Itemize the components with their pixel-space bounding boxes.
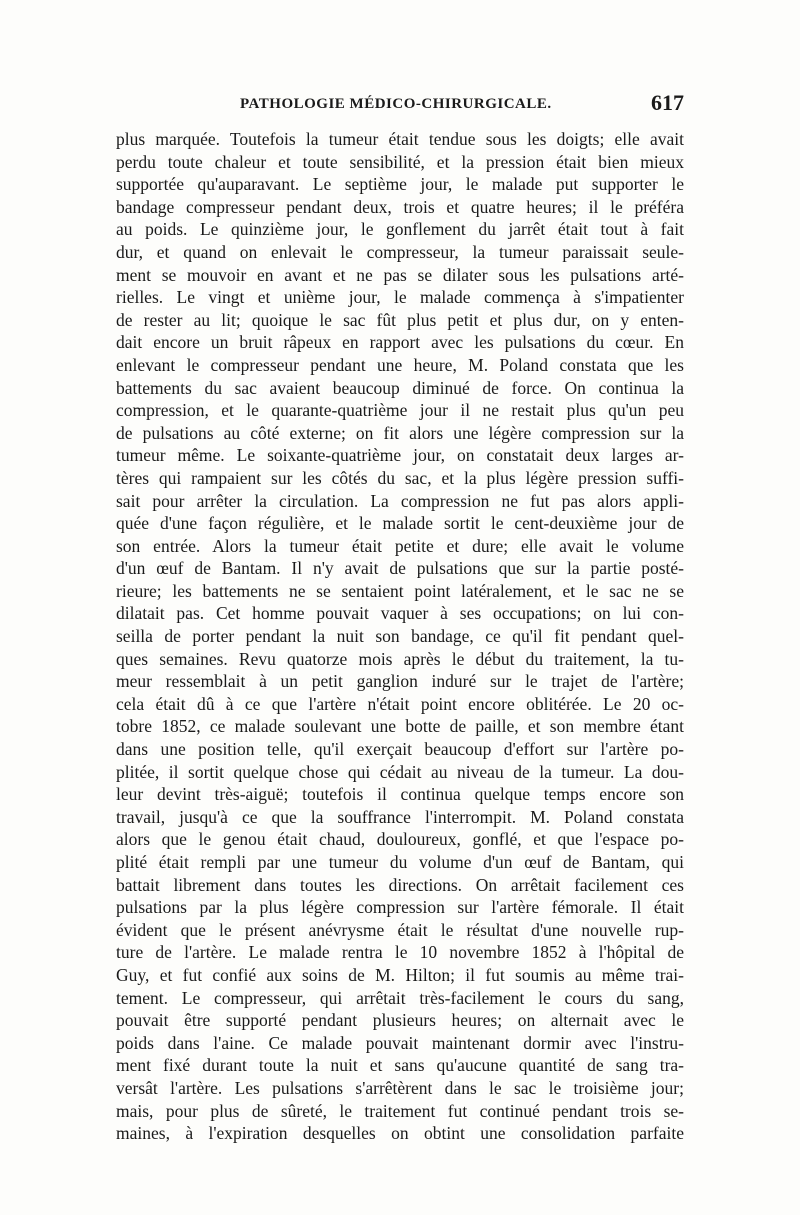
text-line: plité était rempli par une tumeur du volume d'un œuf de Bantam, qui [116, 852, 684, 872]
text-line: dait encore un bruit râpeux en rapport avec les pulsations du cœur. En [116, 332, 684, 353]
text-line: dur, et quand on enlevait le compresseur, la tumeur paraissait seule- [116, 241, 684, 262]
text-line: battements du sac avaient beaucoup diminué de force. On continua la [116, 377, 684, 398]
text-line: tobre 1852, ce malade soulevant une botte de paille, et son membre étant [116, 716, 684, 737]
text-line: travail, jusqu'à ce que la souffrance l'interrompit. M. Poland constata [116, 806, 684, 827]
text-line: pulsations par la plus légère compression sur l'artère fémorale. Il était [116, 897, 684, 918]
text-line: tères qui rampaient sur les côtés du sac, et la plus légère pression suffi- [116, 467, 684, 488]
text-line: dans une position telle, qu'il exerçait beaucoup d'effort sur l'artère po- [116, 739, 684, 760]
text-line: meur ressemblait à un petit ganglion induré sur le trajet de l'artère; [116, 671, 684, 692]
text-line: leur devint très-aiguë; toutefois il continua quelque temps encore son [116, 784, 684, 805]
text-line: pouvait être supporté pendant plusieurs heures; on alternait avec le [116, 1010, 684, 1031]
text-line: bandage compresseur pendant deux, trois et quatre heures; il le préféra [116, 196, 684, 217]
text-line: dilatait pas. Cet homme pouvait vaquer à ses occupations; on lui con- [116, 603, 684, 624]
text-line: battait librement dans toutes les directions. On arrêtait facilement ces [116, 874, 684, 895]
text-line: plus marquée. Toutefois la tumeur était tendue sous les doigts; elle avait [116, 129, 684, 149]
text-line: ment se mouvoir en avant et ne pas se dilater sous les pulsations arté- [116, 264, 684, 285]
text-line: rieure; les battements ne se sentaient point latéralement, et le sac ne se [116, 580, 684, 601]
text-line: ques semaines. Revu quatorze mois après le début du traitement, la tu- [116, 648, 684, 669]
running-title: PATHOLOGIE MÉDICO-CHIRURGICALE. [240, 96, 552, 112]
text-line: enlevant le compresseur pendant une heure, M. Poland constata que les [116, 354, 684, 375]
running-head [116, 90, 684, 120]
text-line: compression, et le quarante-quatrième jour il ne restait plus qu'un peu [116, 400, 684, 421]
text-line: quée d'une façon régulière, et le malade sortit le cent-deuxième jour de [116, 513, 684, 534]
text-line: ture de l'artère. Le malade rentra le 10 novembre 1852 à l'hôpital de [116, 942, 684, 963]
text-line: mais, pour plus de sûreté, le traitement fut continué pendant trois se- [116, 1100, 684, 1121]
text-line: de pulsations au côté externe; on fit alors une légère compression sur la [116, 422, 684, 443]
body-text [116, 128, 684, 1145]
text-line: son entrée. Alors la tumeur était petite et dure; elle avait le volume [116, 535, 684, 556]
text-line: sait pour arrêter la circulation. La compression ne fut pas alors appli- [116, 490, 684, 511]
text-line: supportée qu'auparavant. Le septième jour, le malade put supporter le [116, 174, 684, 195]
text-line: cela était dû à ce que l'artère n'était point encore oblitérée. Le 20 oc- [116, 693, 684, 714]
text-line: seilla de porter pendant la nuit son bandage, ce qu'il fit pendant quel- [116, 626, 684, 647]
text-line: plitée, il sortit quelque chose qui cédait au niveau de la tumeur. La dou- [116, 761, 684, 782]
text-line: au poids. Le quinzième jour, le gonflement du jarrêt était tout à fait [116, 219, 684, 240]
text-line: tumeur même. Le soixante-quatrième jour, on constatait deux larges ar- [116, 445, 684, 466]
text-line: tement. Le compresseur, qui arrêtait très-facilement le cours du sang, [116, 987, 684, 1008]
text-line: d'un œuf de Bantam. Il n'y avait de pulsations que sur la partie posté- [116, 558, 684, 579]
text-line: rielles. Le vingt et unième jour, le malade commença à s'impatienter [116, 287, 684, 308]
text-line: évident que le présent anévrysme était le résultat d'une nouvelle rup- [116, 919, 684, 940]
text-line: poids dans l'aine. Ce malade pouvait maintenant dormir avec l'instru- [116, 1032, 684, 1053]
text-line: alors que le genou était chaud, douloureux, gonflé, et que l'espace po- [116, 829, 684, 850]
page-number: 617 [651, 90, 684, 115]
text-line: maines, à l'expiration desquelles on obtint une consolidation parfaite [116, 1123, 684, 1144]
text-line: Guy, et fut confié aux soins de M. Hilton; il fut soumis au même trai- [116, 964, 684, 985]
text-line: perdu toute chaleur et toute sensibilité, et la pression était bien mieux [116, 151, 684, 172]
text-line: de rester au lit; quoique le sac fût plus petit et plus dur, on y enten- [116, 309, 684, 330]
text-line: versât l'artère. Les pulsations s'arrêtèrent dans le sac le troisième jour; [116, 1077, 684, 1098]
text-line: ment fixé durant toute la nuit et sans qu'aucune quantité de sang tra- [116, 1055, 684, 1076]
